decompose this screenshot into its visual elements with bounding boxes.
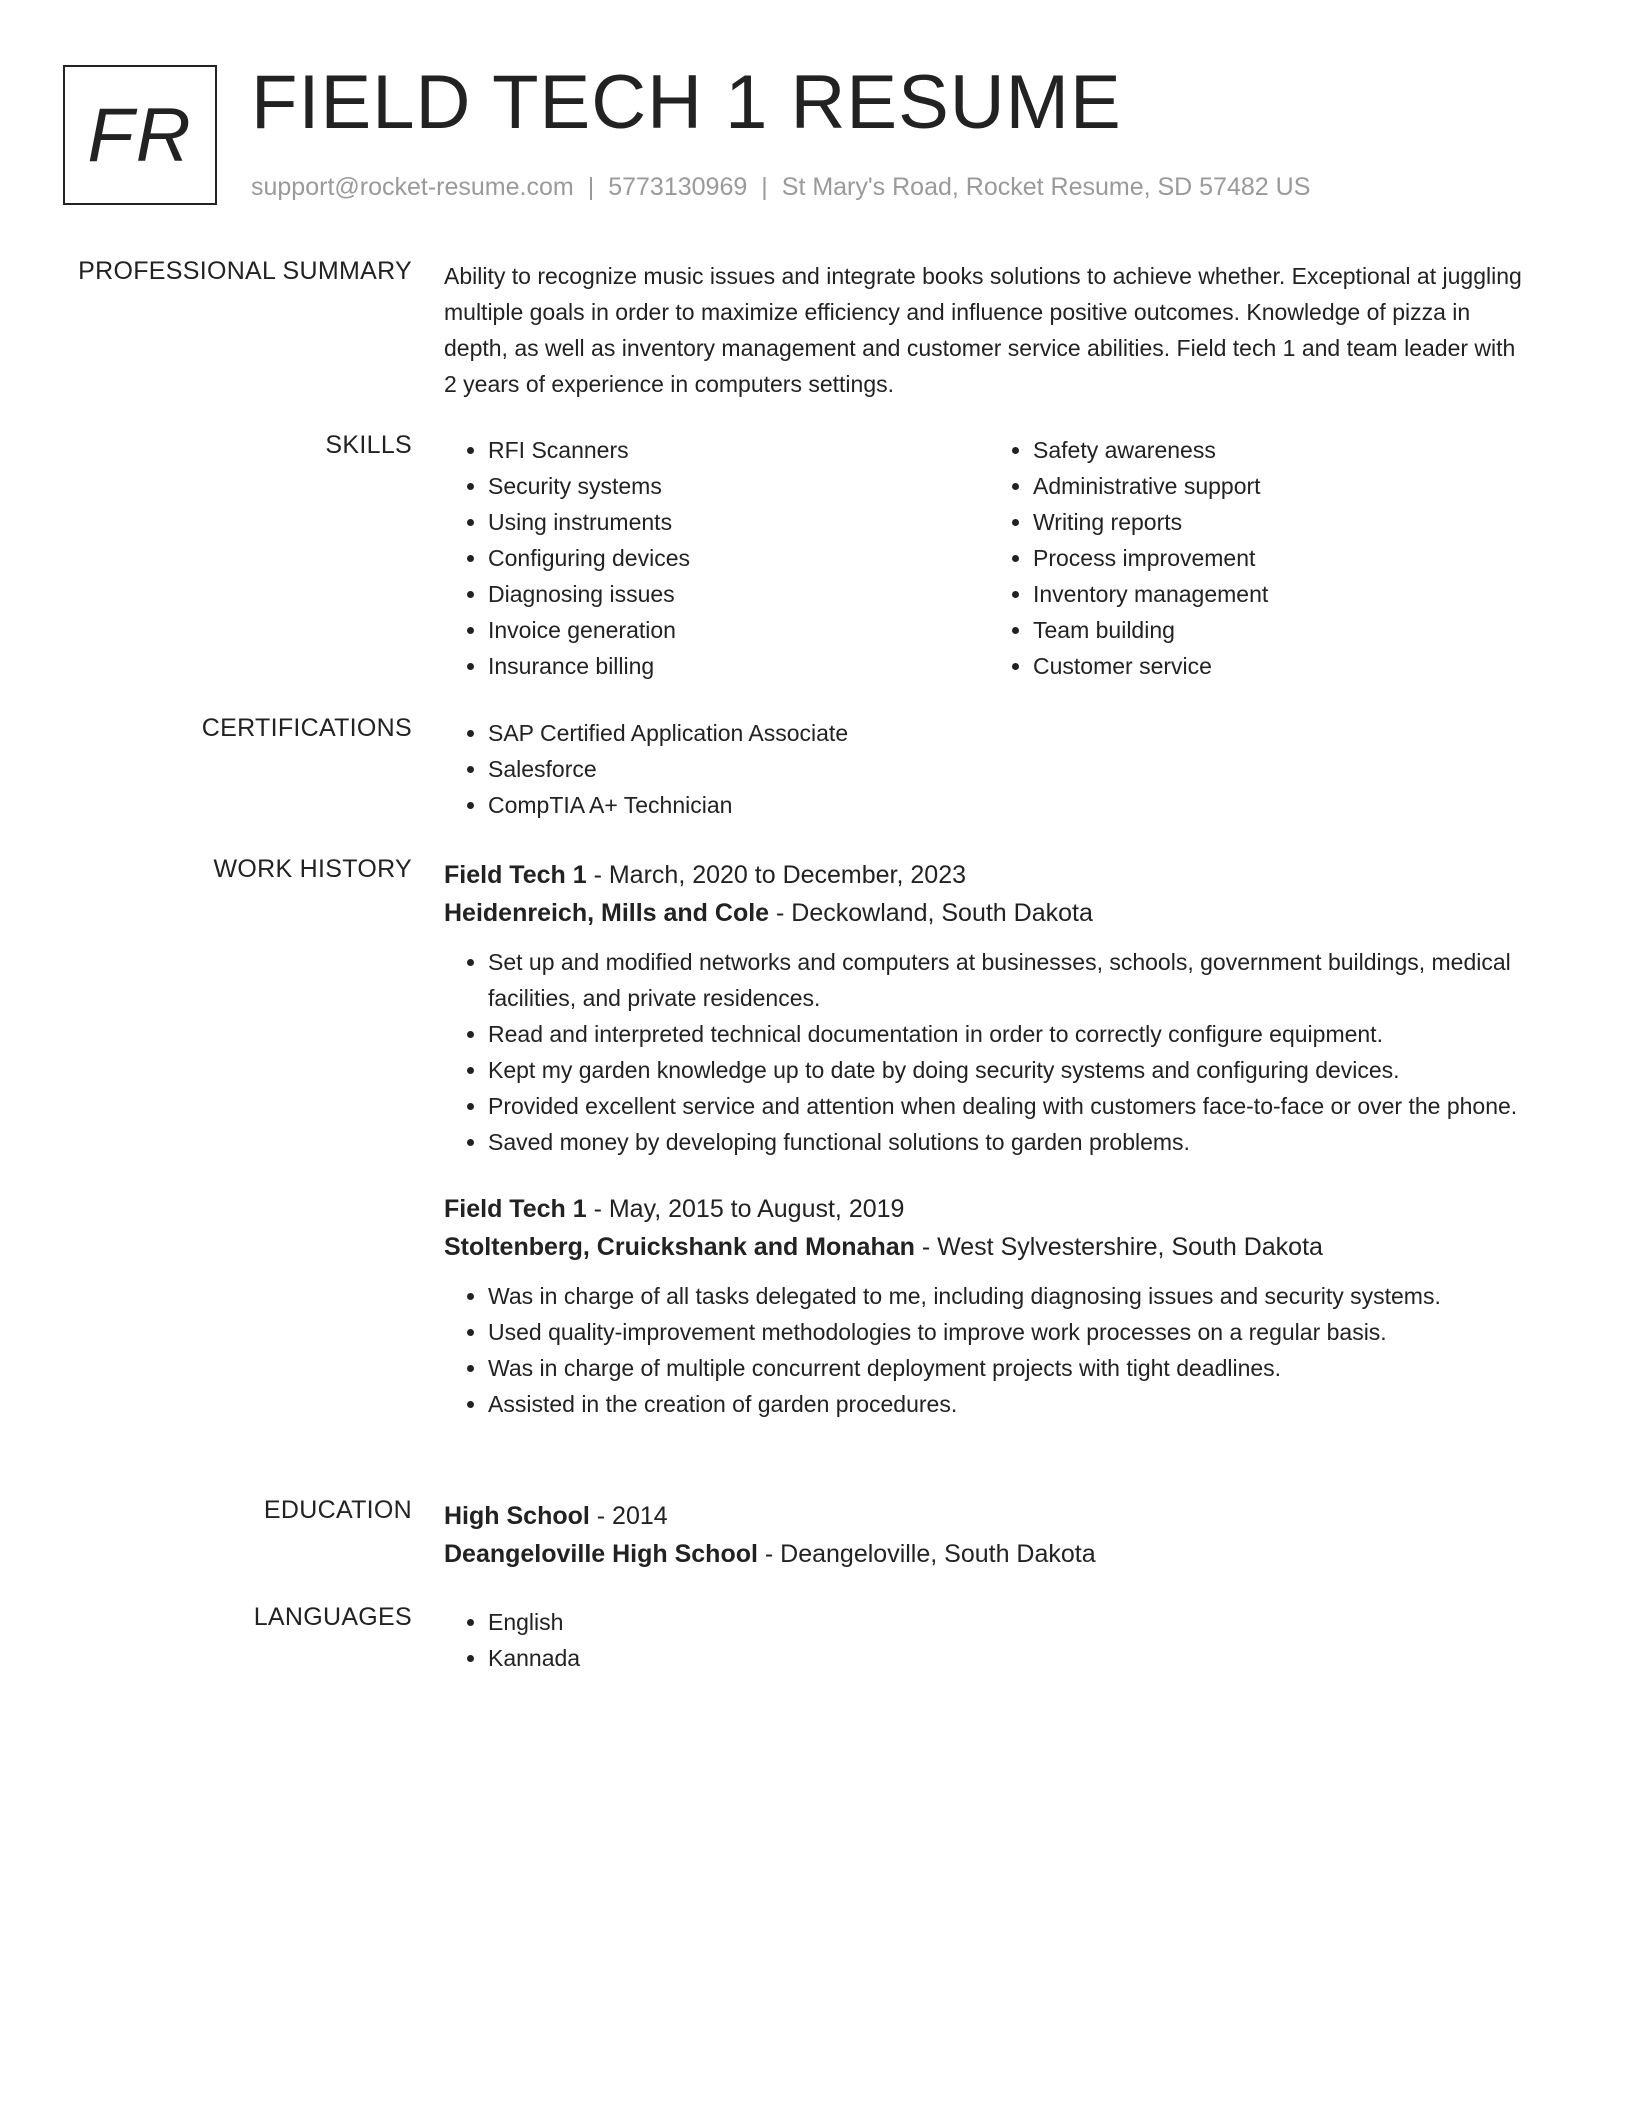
job-bullet: • Read and interpreted technical documentation in order to correctly configure equipment. [488, 1016, 1534, 1052]
section-label-work-history: WORK HISTORY [213, 855, 412, 883]
skill-item: • Inventory management [1033, 576, 1553, 612]
job-bullet: • Was in charge of multiple concurrent deployment projects with tight deadlines. [488, 1350, 1534, 1386]
contact-email: support@rocket-resume.com [251, 173, 574, 201]
job-bullets [444, 944, 1534, 1160]
section-label-summary: PROFESSIONAL SUMMARY [78, 257, 412, 285]
education-location: - Deangeloville, South Dakota [757, 1540, 1096, 1568]
certifications-list [444, 715, 1534, 823]
education-degree-line [444, 1497, 1534, 1535]
certification-item: • SAP Certified Application Associate [488, 715, 1534, 751]
contact-address: St Mary's Road, Rocket Resume, SD 57482 US [781, 173, 1311, 201]
education-school: Deangeloville High School [444, 1540, 758, 1568]
certification-item: • CompTIA A+ Technician [488, 787, 1534, 823]
job-company: Stoltenberg, Cruickshank and Monahan [444, 1233, 915, 1261]
job-bullets [444, 1278, 1534, 1422]
job-dates: - March, 2020 to December, 2023 [586, 861, 967, 889]
job-bullet: • Kept my garden knowledge up to date by doing security systems and configuring devices. [488, 1052, 1534, 1088]
skill-item: • Security systems [488, 468, 1008, 504]
skill-item: • Team building [1033, 612, 1553, 648]
education-degree: High School [444, 1502, 590, 1530]
skill-item: • Customer service [1033, 648, 1553, 684]
resume-title: FIELD TECH 1 RESUME [251, 60, 1122, 145]
skill-item: • RFI Scanners [488, 432, 1008, 468]
job-bullet: • Was in charge of all tasks delegated to me, including diagnosing issues and security systems. [488, 1278, 1534, 1314]
skill-item: • Invoice generation [488, 612, 1008, 648]
job-company-line [444, 1228, 1534, 1266]
skill-item: • Process improvement [1033, 540, 1553, 576]
job-bullet: • Saved money by developing functional solutions to garden problems. [488, 1124, 1534, 1160]
contact-separator: | [587, 173, 595, 201]
job-location: - West Sylvestershire, South Dakota [914, 1233, 1323, 1261]
monogram-logo: FR [63, 65, 217, 205]
skill-item: • Writing reports [1033, 504, 1553, 540]
skill-item: • Insurance billing [488, 648, 1008, 684]
contact-line [251, 173, 1310, 202]
job-entry [444, 856, 1534, 1160]
job-title-line [444, 1190, 1534, 1228]
education-body [444, 1497, 1534, 1573]
section-label-education: EDUCATION [263, 1496, 412, 1524]
section-label-certifications: CERTIFICATIONS [201, 714, 412, 742]
job-bullet: • Used quality-improvement methodologies to improve work processes on a regular basis. [488, 1314, 1534, 1350]
language-item: • English [488, 1604, 1534, 1640]
education-year: - 2014 [589, 1502, 668, 1530]
skills-list-left [444, 432, 1008, 684]
skills-list-right [989, 432, 1553, 684]
job-title-line [444, 856, 1534, 894]
job-bullet: • Provided excellent service and attention when dealing with customers face-to-face or over the phone. [488, 1088, 1534, 1124]
work-history-body [444, 856, 1534, 1422]
job-location: - Deckowland, South Dakota [769, 899, 1093, 927]
job-company: Heidenreich, Mills and Cole [444, 899, 770, 927]
job-company-line [444, 894, 1534, 932]
job-title: Field Tech 1 [444, 1195, 587, 1223]
contact-separator: | [761, 173, 768, 201]
certifications-body [444, 715, 1534, 823]
contact-phone: 5773130969 [608, 173, 748, 201]
section-label-languages: LANGUAGES [253, 1603, 412, 1631]
job-title: Field Tech 1 [444, 861, 587, 889]
skill-item: • Configuring devices [488, 540, 1008, 576]
skill-item: • Administrative support [1033, 468, 1553, 504]
job-bullet: • Assisted in the creation of garden procedures. [488, 1386, 1534, 1422]
certification-item: • Salesforce [488, 751, 1534, 787]
job-bullet: • Set up and modified networks and computers at businesses, schools, government buildings, medical facilities, and private residences. [488, 944, 1534, 1016]
job-entry [444, 1190, 1534, 1422]
languages-body [444, 1604, 1534, 1676]
summary-text: Ability to recognize music issues and integrate books solutions to achieve whether. Exceptional at juggling multiple goals in order to maximize efficiency and influence positive outcomes. Knowledge of pizza in depth, as well as inventory management and customer service abilities. Field tech 1 and team leader with 2 years of experience in computers settings. [444, 263, 1522, 397]
education-school-line [444, 1535, 1534, 1573]
skill-item: • Safety awareness [1033, 432, 1553, 468]
language-item: • Kannada [488, 1640, 1534, 1676]
skill-item: • Diagnosing issues [488, 576, 1008, 612]
job-dates: - May, 2015 to August, 2019 [586, 1195, 905, 1223]
skill-item: • Using instruments [488, 504, 1008, 540]
resume-header [63, 60, 1572, 210]
languages-list [444, 1604, 1534, 1676]
section-label-skills: SKILLS [325, 431, 412, 459]
skills-body [444, 432, 1534, 692]
